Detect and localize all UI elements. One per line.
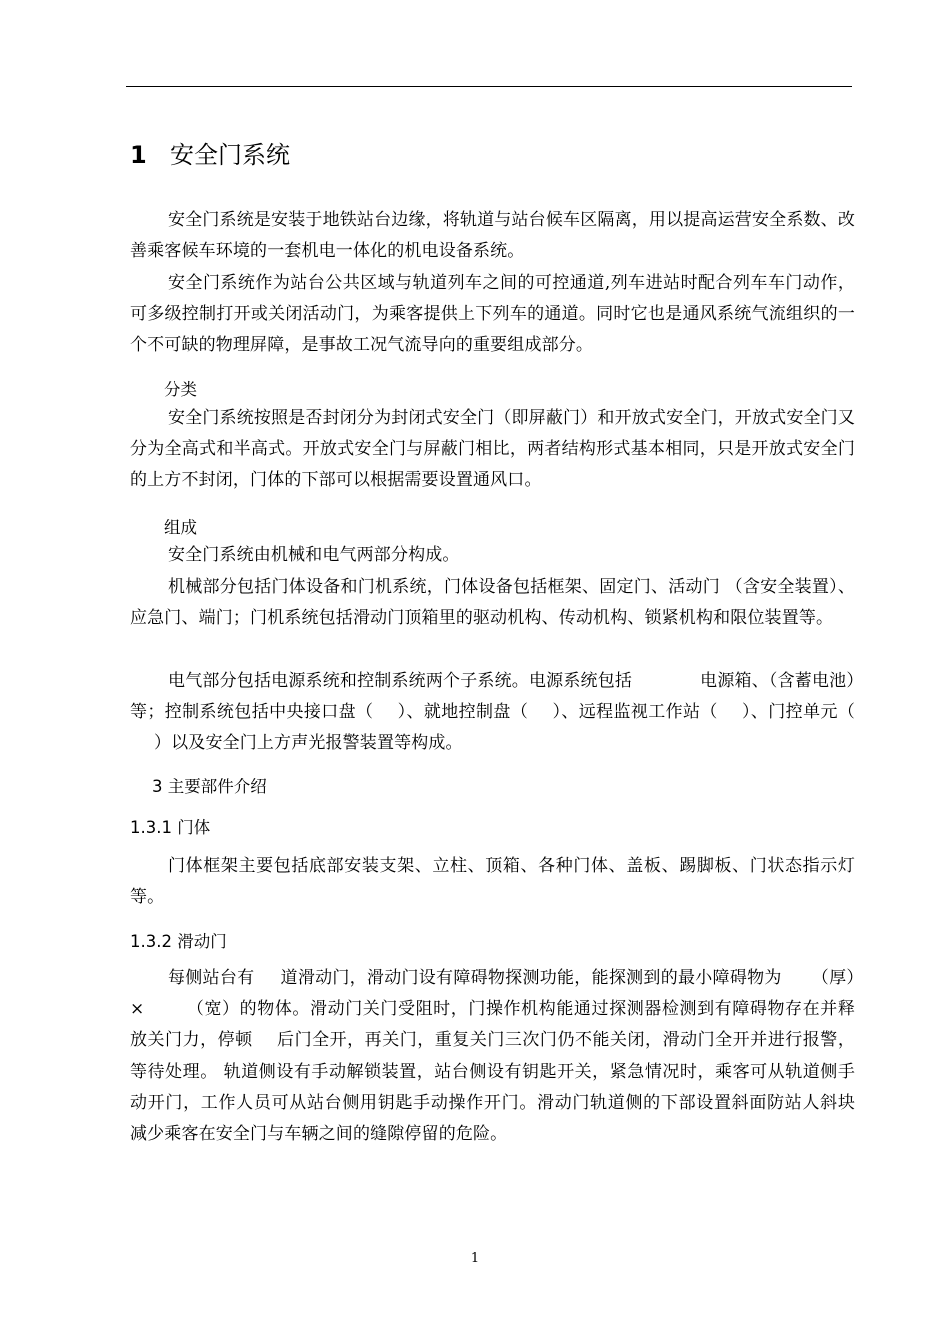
sliding-door-text-a: 每侧站台有 xyxy=(168,968,255,988)
page-number: 1 xyxy=(470,1251,480,1266)
subsection-heading-sliding-door: 1.3.2 滑动门 xyxy=(130,932,227,951)
power-system-text: 电气部分包括电源系统和控制系统两个子系统。电源系统包括 xyxy=(168,671,633,691)
battery-text: （含蓄电池）等；控制系统包括中央接口盘（ xyxy=(130,671,855,723)
alarm-text: ）以及安全门上方声光报警装置等构成。 xyxy=(154,733,463,754)
classification-paragraph: 安全门系统按照是否封闭分为封闭式安全门（即屏蔽门）和开放式安全门，开放式安全门又分为全高式和半高式。开放式安全门与屏蔽门相比，两者结构形式基本相同，只是开放式安全门的上方不封闭，门体的下部可以根据需要设置通风口。 xyxy=(130,408,855,491)
door-body-paragraph: 门体框架主要包括底部安装支架、立柱、顶箱、各种门体、盖板、踢脚板、门状态指示灯等。 xyxy=(130,856,855,908)
section-heading-composition: 组成 xyxy=(164,518,197,537)
composition-paragraph-1: 安全门系统由机械和电气两部分构成。 xyxy=(168,545,460,565)
remote-station-text: ）、远程监视工作站（ xyxy=(552,702,718,723)
sliding-door-text-d: （宽）的物体。滑动门关门受阻时，门操作机构能通过探测器检测到有障碍物存在并释放关门力，停顿 xyxy=(130,999,855,1051)
chapter-number: 1 xyxy=(130,141,147,169)
header-rule xyxy=(126,86,852,87)
section-heading-classification: 分类 xyxy=(164,380,197,399)
sliding-door-text-b: 道滑动门，滑动门设有障碍物探测功能，能探测到的最小障碍物为 xyxy=(280,968,782,988)
sliding-door-paragraph xyxy=(130,963,855,1150)
door-unit-text: ）、门控单元（ xyxy=(741,702,855,723)
composition-paragraph-3 xyxy=(130,666,855,760)
subsection-heading-door-body: 1.3.1 门体 xyxy=(130,818,211,837)
sliding-door-text-e: 后门全开，再关门，重复关门三次门仍不能关闭，滑动门全开并进行报警，等待处理。 轨道侧设有手动解锁装置，站台侧设有钥匙开关，紧急情况时，乘客可从轨道侧手动开门，工作人员可从站台侧用钥匙手动操作开门。滑动门轨道侧的下部设置斜面防站人斜块 减少乘客在安全门与车辆之间的缝隙停留的危险。 xyxy=(130,1030,855,1145)
intro-paragraph-2: 安全门系统作为站台公共区域与轨道列车之间的可控通道,列车进站时配合列车车门动作，可多级控制打开或关闭活动门，为乘客提供上下列车的通道。同时它也是通风系统气流组织的一个不可缺的物理屏障，是事故工况气流导向的重要组成部分。 xyxy=(130,273,855,356)
sliding-door-text-c: （厚）× xyxy=(130,968,855,1020)
intro-paragraph-1: 安全门系统是安装于地铁站台边缘，将轨道与站台候车区隔离，用以提高运营安全系数、改善乘客候车环境的一套机电一体化的机电设备系统。 xyxy=(130,210,855,262)
chapter-title-text: 安全门系统 xyxy=(170,141,290,169)
composition-paragraph-2: 机械部分包括门体设备和门机系统，门体设备包括框架、固定门、活动门 （含安全装置）、应急门、端门；门机系统包括滑动门顶箱里的驱动机构、传动机构、锁紧机构和限位装置等。 xyxy=(130,577,855,629)
local-panel-text: ）、就地控制盘（ xyxy=(397,702,529,723)
power-box-text: 电源箱、 xyxy=(700,671,769,691)
section-heading-main-parts: 3 主要部件介绍 xyxy=(152,777,267,796)
chapter-title xyxy=(130,139,855,171)
